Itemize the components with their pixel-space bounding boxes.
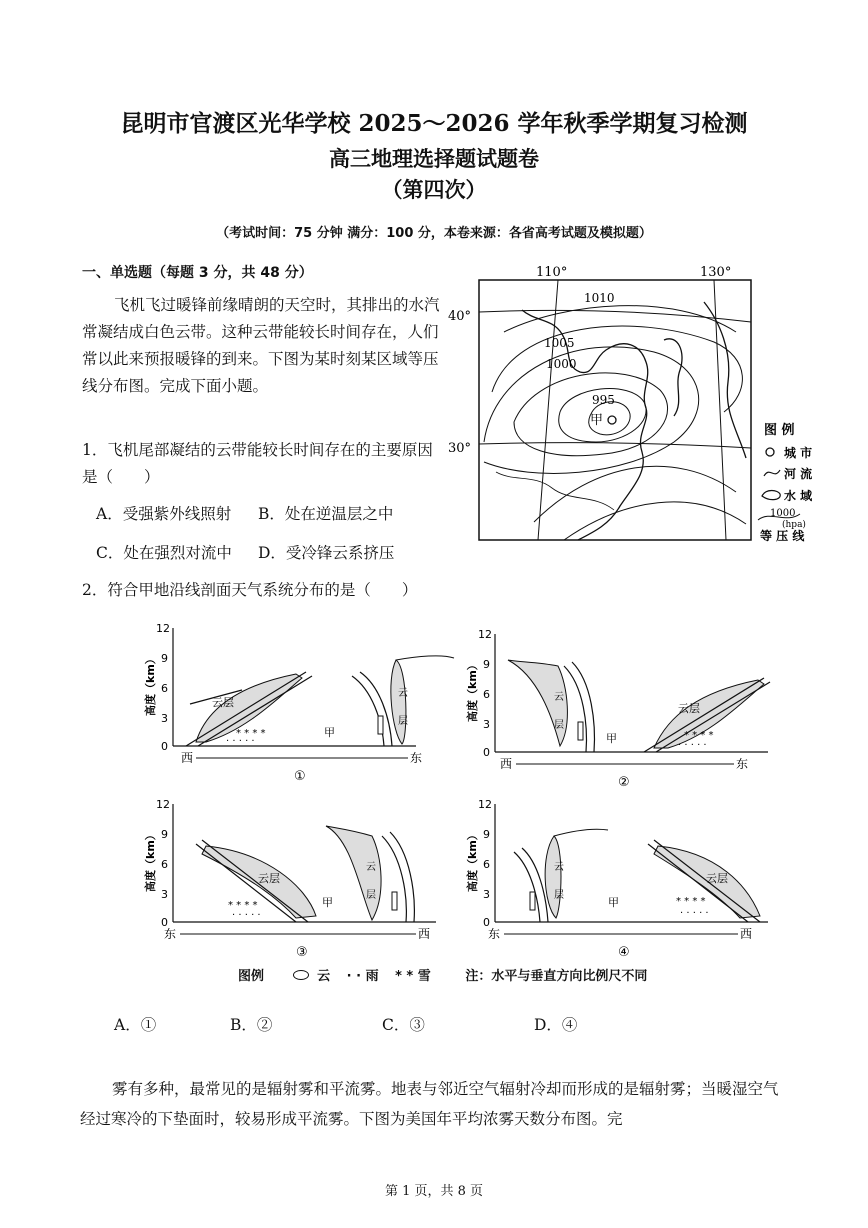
svg-text:云层: 云层 [706,872,728,885]
svg-text:甲: 甲 [608,896,619,909]
profile-1-number: ① [294,769,306,784]
svg-text:· · · · ·: · · · · · [680,908,709,919]
svg-text:西: 西 [740,927,753,941]
figure-legend-cloud: 云 [317,969,331,984]
svg-text:云层: 云层 [678,702,700,715]
svg-text:12: 12 [478,798,492,811]
legend-water-icon [762,491,780,500]
svg-text:3: 3 [483,718,490,731]
profile-4 [465,798,768,960]
isobar-1010-label: 1010 [584,291,615,305]
isobar-995-label: 995 [592,393,615,407]
q1-option-d: D．受冷锋云系挤压 [258,544,395,562]
profile-1-ylabel: 高度（km） [144,653,157,716]
svg-text:西: 西 [181,751,194,765]
svg-text:云层: 云层 [258,872,280,885]
svg-text:6: 6 [483,688,490,701]
svg-text:9: 9 [161,652,168,665]
profile-3-ylabel: 高度（km） [144,829,157,892]
map-place-jia: 甲 [590,413,604,428]
fog-paragraph: 雾有多种，最常见的是辐射雾和平流雾。地表与邻近空气辐射冷却而形成的是辐射雾；当暖湿空气经过寒冷的下垫面时，较易形成平流雾。下图为美国年平均浓雾天数分布图。完 [80,1080,779,1128]
profile-3-number: ③ [296,945,308,960]
figure-legend-label: 图例 [238,969,265,984]
svg-text:西: 西 [418,927,431,941]
svg-text:6: 6 [483,858,490,871]
svg-text:9: 9 [483,828,490,841]
figure-legend [238,965,647,984]
frontal-profiles-figure [146,620,772,966]
q2-option-b: B．② [230,1016,273,1034]
svg-text:甲: 甲 [324,726,335,739]
svg-text:6: 6 [161,682,168,695]
legend-city-label: 城 市 [784,446,813,460]
svg-text:甲: 甲 [322,896,333,909]
svg-text:甲: 甲 [606,732,617,745]
page-footer: 第 1 页，共 8 页 [384,1184,484,1199]
city-marker-icon [608,416,616,424]
svg-text:云: 云 [554,692,564,703]
q1-option-a: A．受强紫外线照射 [96,505,232,523]
svg-text:层: 层 [398,716,408,727]
legend-water-label: 水 域 [784,489,813,503]
rain-icon: · · [346,969,362,984]
svg-text:0: 0 [483,746,490,759]
q1-option-b: B．处在逆温层之中 [258,505,394,523]
profile-4-ylabel: 高度（km） [466,829,479,892]
profile-2 [465,628,770,790]
legend-city-icon [766,448,774,456]
q2-option-d: D．④ [534,1016,578,1034]
svg-text:· · · · ·: · · · · · [226,736,255,747]
svg-text:· · · · ·: · · · · · [678,740,707,751]
profile-1 [143,622,454,784]
svg-text:12: 12 [156,622,170,635]
svg-text:9: 9 [161,828,168,841]
exam-info: （考试时间：75 分钟 满分：100 分，本卷来源：各省高考试题及模拟题） [216,226,652,241]
svg-text:0: 0 [483,916,490,929]
svg-text:层: 层 [554,890,564,901]
question-2-stem: 2．符合甲地沿线剖面天气系统分布的是（ ） [82,581,418,599]
svg-text:东: 东 [410,751,423,765]
svg-text:6: 6 [161,858,168,871]
exam-round: （第四次） [381,177,487,202]
svg-text:云: 云 [398,688,408,699]
map-lat-30: 30° [448,441,472,456]
svg-text:东: 东 [488,927,501,941]
svg-text:云层: 云层 [212,696,234,709]
q1-option-c: C．处在强烈对流中 [96,544,232,562]
legend-isobar-unit: (hpa) [782,520,806,530]
svg-text:* * * *: * * * * [228,900,258,911]
exam-subtitle: 高三地理选择题试题卷 [329,146,539,171]
figure-legend-note: 注：水平与垂直方向比例尺不同 [465,969,648,984]
svg-text:层: 层 [366,890,376,901]
cloud-icon [293,970,309,980]
isobar-1000-label: 1000 [546,357,577,371]
snow-icon: * * [395,969,414,984]
question-1-stem: 1．飞机尾部凝结的云带能较长时间存在的主要原因是（ ） [82,441,433,486]
exam-title: 昆明市官渡区光华学校 2025～2026 学年秋季学期复习检测 [120,110,748,137]
svg-text:层: 层 [554,720,564,731]
svg-text:3: 3 [483,888,490,901]
isobar-1005-label: 1005 [544,336,575,350]
legend-river-icon [764,470,780,476]
svg-text:12: 12 [156,798,170,811]
svg-text:0: 0 [161,916,168,929]
map-lat-40: 40° [448,309,472,324]
svg-text:东: 东 [736,757,749,771]
figure-legend-rain: 雨 [365,969,379,984]
isobar-map [448,262,830,556]
svg-text:云: 云 [366,862,376,873]
profile-2-number: ② [618,775,630,790]
map-lon-130: 130° [700,265,732,280]
q2-option-c: C．③ [382,1016,425,1034]
svg-text:* * * *: * * * * [236,728,266,739]
svg-text:12: 12 [478,628,492,641]
svg-text:东: 东 [164,927,177,941]
intro-paragraph: 飞机飞过暖锋前缘晴朗的天空时，其排出的水汽常凝结成白色云带。这种云带能较长时间存在，人们常以此来预报暖锋的到来。下图为某时刻某区域等压线分布图。完成下面小题。 [82,296,440,395]
svg-text:9: 9 [483,658,490,671]
figure-legend-snow: 雪 [417,969,431,984]
svg-text:3: 3 [161,712,168,725]
svg-text:西: 西 [500,757,513,771]
svg-text:· · · · ·: · · · · · [232,910,261,921]
svg-text:* * * *: * * * * [684,730,714,741]
profile-3 [143,798,436,960]
section-heading: 一、单选题（每题 3 分，共 48 分） [82,265,313,281]
svg-text:3: 3 [161,888,168,901]
svg-text:0: 0 [161,740,168,753]
map-lon-110: 110° [536,265,568,280]
legend-isobar-label: 等 压 线 [760,529,805,543]
legend-isobar-value: 1000 [770,508,796,519]
svg-text:云: 云 [554,862,564,873]
profile-4-number: ④ [618,945,630,960]
map-legend-title: 图 例 [764,423,795,438]
legend-river-label: 河 流 [784,467,813,481]
profile-2-ylabel: 高度（km） [466,659,479,722]
q2-option-a: A．① [114,1016,157,1034]
svg-text:* * * *: * * * * [676,896,706,907]
